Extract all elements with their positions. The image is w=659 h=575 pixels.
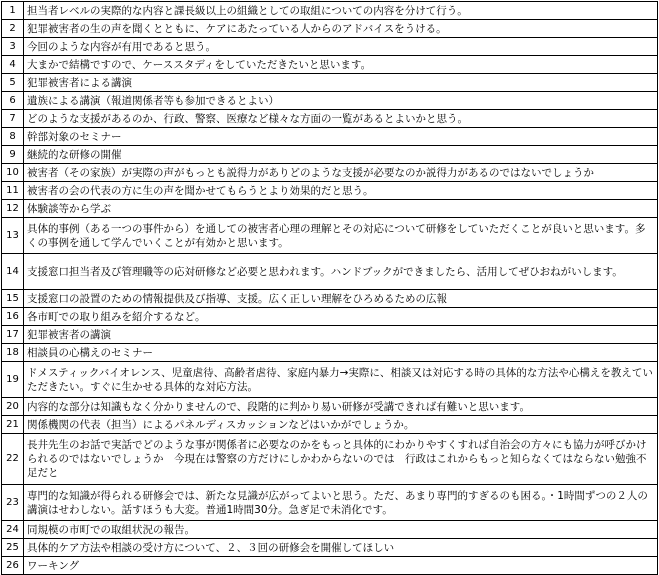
row-text: どのような支援があるのか、行政、警察、医療など様々な方面の一覧があるとよいかと思う。	[24, 110, 658, 128]
row-text: 相談員の心構えのセミナー	[24, 344, 658, 362]
table-row	[2, 146, 658, 164]
row-number: 26	[2, 557, 24, 575]
row-text: 被害者（その家族）が実際の声がもっとも説得力がありどのような支援が必要なのか説得力があるのではないでしょうか	[24, 164, 658, 182]
row-text: 専門的な知識が得られる研修会では、新たな見識が広がってよいと思う。ただ、あまり専門的すぎるのも困る。・1時間ずつの２人の講演はせわしない。話すほうも大変。普通1時間30分。急ぎ足で未消化です。	[24, 485, 658, 521]
row-number: 12	[2, 200, 24, 218]
survey-table	[1, 1, 658, 575]
row-number: 19	[2, 362, 24, 398]
row-text: 各市町での取り組みを紹介するなど。	[24, 308, 658, 326]
row-text: 大まかで結構ですので、ケーススタディをしていただきたいと思います。	[24, 56, 658, 74]
row-text: 支援窓口担当者及び管理職等の応対研修など必要と思われます。ハンドブックができましたら、活用してぜひおねがいします。	[24, 254, 658, 290]
row-number: 14	[2, 254, 24, 290]
table-row	[2, 218, 658, 254]
table-row	[2, 434, 658, 485]
row-text: 担当者レベルの実際的な内容と課長級以上の組織としての取組についての内容を分けて行う。	[24, 2, 658, 20]
row-number: 8	[2, 128, 24, 146]
table-row	[2, 557, 658, 575]
row-text: 継続的な研修の開催	[24, 146, 658, 164]
table-row	[2, 308, 658, 326]
row-number: 2	[2, 20, 24, 38]
row-text: 具体的事例（ある一つの事件から）を通しての被害者心理の理解とその対応について研修をしていただくことが良いと思います。多くの事例を通して学んでいくことが有効かと思います。	[24, 218, 658, 254]
table-row	[2, 128, 658, 146]
row-number: 9	[2, 146, 24, 164]
row-number: 10	[2, 164, 24, 182]
row-number: 1	[2, 2, 24, 20]
row-text: 犯罪被害者の生の声を聞くとともに、ケアにあたっている人からのアドバイスをうける。	[24, 20, 658, 38]
table-row	[2, 200, 658, 218]
row-text: 支援窓口の設置のための情報提供及び指導、支援。広く正しい理解をひろめるための広報	[24, 290, 658, 308]
table-row	[2, 20, 658, 38]
row-text: 犯罪被害者の講演	[24, 326, 658, 344]
table-row	[2, 182, 658, 200]
row-number: 23	[2, 485, 24, 521]
table-row	[2, 362, 658, 398]
table-row	[2, 326, 658, 344]
row-text: 関係機関の代表（担当）によるパネルディスカッションなどはいかがでしょうか。	[24, 416, 658, 434]
row-number: 13	[2, 218, 24, 254]
table-row	[2, 164, 658, 182]
row-text: 犯罪被害者による講演	[24, 74, 658, 92]
row-number: 15	[2, 290, 24, 308]
row-number: 7	[2, 110, 24, 128]
table-row	[2, 254, 658, 290]
table-row	[2, 38, 658, 56]
table-row	[2, 344, 658, 362]
row-number: 18	[2, 344, 24, 362]
row-text: 被害者の会の代表の方に生の声を聞かせてもらうとより効果的だと思う。	[24, 182, 658, 200]
row-text: 具体的ケア方法や相談の受け方について、２、３回の研修会を開催してほしい	[24, 539, 658, 557]
row-number: 16	[2, 308, 24, 326]
row-number: 24	[2, 521, 24, 539]
row-number: 6	[2, 92, 24, 110]
row-text: 今回のような内容が有用であると思う。	[24, 38, 658, 56]
row-text: 同規模の市町での取組状況の報告。	[24, 521, 658, 539]
row-text: 遺族による講演（報道関係者等も参加できるとよい）	[24, 92, 658, 110]
table-row	[2, 521, 658, 539]
table-row	[2, 2, 658, 20]
row-number: 25	[2, 539, 24, 557]
row-text: ワーキング	[24, 557, 658, 575]
table-row	[2, 290, 658, 308]
table-row	[2, 92, 658, 110]
row-text: 体験談等から学ぶ	[24, 200, 658, 218]
row-text: 幹部対象のセミナー	[24, 128, 658, 146]
row-number: 17	[2, 326, 24, 344]
row-number: 5	[2, 74, 24, 92]
table-row	[2, 539, 658, 557]
table-row	[2, 485, 658, 521]
row-number: 3	[2, 38, 24, 56]
row-text: 内容的な部分は知識もなく分かりませんので、段階的に判かり易い研修が受講できれば有難いと思います。	[24, 398, 658, 416]
table-row	[2, 416, 658, 434]
table-row	[2, 74, 658, 92]
row-number: 22	[2, 434, 24, 485]
row-number: 4	[2, 56, 24, 74]
row-number: 21	[2, 416, 24, 434]
row-number: 11	[2, 182, 24, 200]
table-row	[2, 398, 658, 416]
table-row	[2, 110, 658, 128]
row-text: ドメスティックバイオレンス、児童虐待、高齢者虐待、家庭内暴力→実際に、相談又は対応する時の具体的な方法や心構えを教えていただきたい。すぐに生かせる具体的な対応方法。	[24, 362, 658, 398]
table-row	[2, 56, 658, 74]
row-number: 20	[2, 398, 24, 416]
row-text: 長井先生のお話で実話でどのような事が関係者に必要なのかをもっと具体的にわかりやすくすれば自治会の方々にも協力が呼びかけられるのではないでしょうか 今現在は警察の方だけにしかわからないのでは 行政はこれからもっと知らなくてはならない勉強不足だと	[24, 434, 658, 485]
